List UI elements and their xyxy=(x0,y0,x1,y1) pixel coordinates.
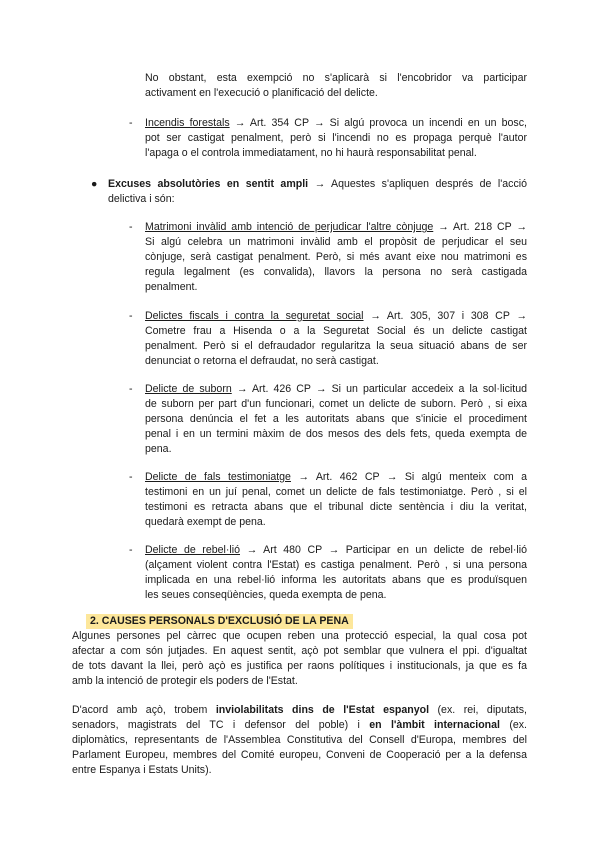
paragraph-line: entre Espanya i Estats Units). xyxy=(72,764,212,776)
list-dash: - xyxy=(129,310,133,322)
item-line: testimoni es retracta abans que el tribunal dicte sentència i diu la veritat, xyxy=(145,501,527,513)
paragraph-line: D'acord amb açò, trobem inviolabilitats dins de l'Estat espanyol (ex. rei, diputats, xyxy=(72,704,527,716)
item-line: testimoni en un juí penal, comet un delicte de fals testimoniatge. Però , si el xyxy=(145,486,527,498)
item-title: Delicte de rebel·lió xyxy=(145,544,240,556)
item-line: Si algú celebra un matrimoni invàlid amb el propòsit de perjudicar el seu xyxy=(145,236,527,248)
incendis-line-3: l'apaga o el controla immediatament, no hi haurà responsabilitat penal. xyxy=(145,147,477,159)
incendis-title: Incendis forestals xyxy=(145,117,230,129)
intro-line-1: No obstant, esta exempció no s'aplicarà si l'encobridor va participar xyxy=(145,72,527,84)
item-line: Matrimoni invàlid amb intenció de perjudicar l'altre cònjuge → Art. 218 CP → xyxy=(145,221,527,233)
item-line: Delicte de suborn → Art. 426 CP → Si un particular accedeix a la sol·licitud xyxy=(145,383,527,395)
excuses-line-2: delictiva i són: xyxy=(108,193,175,205)
item-line: regula legalment (es convalida), llavors la persona no serà castigada xyxy=(145,266,527,278)
list-dash: - xyxy=(129,544,133,556)
bullet-icon: ● xyxy=(91,178,98,190)
item-title: Delicte de suborn xyxy=(145,383,232,395)
item-line: pena. xyxy=(145,443,172,455)
item-line: penalment. Però si el defraudador regularitza la seua situació abans de ser xyxy=(145,340,527,352)
item-line: persona denúncia el fet a les autoritats abans que s'inicie el procediment xyxy=(145,413,527,425)
paragraph-line: de tots davant la llei, però açò es justifica per raons polítiques i institucionals, ja que es fa xyxy=(72,660,527,672)
item-title: Delicte de fals testimoniatge xyxy=(145,471,291,483)
item-title: Delictes fiscals i contra la seguretat social xyxy=(145,310,364,322)
paragraph-line: amb la intenció de protegir els poders de l'Estat. xyxy=(72,675,298,687)
item-line: penal i en un termini màxim de dos mesos des dels fets, queda exempta de xyxy=(145,428,527,440)
item-line: penalment. xyxy=(145,281,198,293)
section-heading: 2. CAUSES PERSONALS D'EXCLUSIÓ DE LA PENA xyxy=(86,614,353,629)
item-line: les seues conseqüències, queda exempta de pena. xyxy=(145,589,387,601)
item-line: Cometre frau a Hisenda o a la Seguretat Social és un delicte castigat xyxy=(145,325,527,337)
list-dash: - xyxy=(129,383,133,395)
item-line: de suborn per part d'un funcionari, comet un delicte de suborn. Però , si eixa xyxy=(145,398,527,410)
item-line: Delicte de rebel·lió → Art 480 CP → Participar en un delicte de rebel·lió xyxy=(145,544,527,556)
paragraph-line: afectar a com són jutjades. En aquest sentit, açò pot semblar que vulnera el ppi. d'igualtat xyxy=(72,645,527,657)
list-dash: - xyxy=(129,117,133,129)
item-line: cònjuge, serà castigat penalment. Però, si més avant eixe nou matrimoni es xyxy=(145,251,527,263)
item-line: Delicte de fals testimoniatge → Art. 462 CP → Si algú menteix com a xyxy=(145,471,527,483)
intro-line-2: activament en l'execució o planificació del delicte. xyxy=(145,87,378,99)
incendis-line-1: Incendis forestals → Art. 354 CP → Si algú provoca un incendi en un bosc, xyxy=(145,117,527,129)
paragraph-line: senadors, magistrats del TC i defensor del poble) i en l'àmbit internacional (ex. xyxy=(72,719,527,731)
incendis-line-2: pot ser castigat penalment, però si l'incendi no es propaga perquè l'autor xyxy=(145,132,527,144)
excuses-title: Excuses absolutòries en sentit ampli xyxy=(108,178,309,190)
paragraph-line: Parlament Europeu, membres del Comité europeu, Conveni de Cooperació per a la defensa xyxy=(72,749,527,761)
paragraph-line: diplomàtics, representants de l'Assemblea Constitutiva del Consell d'Europa, membres del xyxy=(72,734,527,746)
item-line: quedarà exempt de pena. xyxy=(145,516,266,528)
item-title: Matrimoni invàlid amb intenció de perjudicar l'altre cònjuge xyxy=(145,221,434,233)
item-line: implicada en una rebel·lió informa les autoritats abans que es produïsquen xyxy=(145,574,527,586)
paragraph-line: Algunes persones pel càrrec que ocupen reben una protecció especial, la qual cosa pot xyxy=(72,630,527,642)
list-dash: - xyxy=(129,471,133,483)
list-dash: - xyxy=(129,221,133,233)
excuses-line-1: Excuses absolutòries en sentit ampli → Aquestes s'apliquen després de l'acció xyxy=(108,178,527,190)
item-line: (alçament violent contra l'Estat) es castiga penalment. Però , si una persona xyxy=(145,559,527,571)
item-line: denunciat o retorna el defraudat, no serà castigat. xyxy=(145,355,379,367)
item-line: Delictes fiscals i contra la seguretat social → Art. 305, 307 i 308 CP → xyxy=(145,310,527,322)
